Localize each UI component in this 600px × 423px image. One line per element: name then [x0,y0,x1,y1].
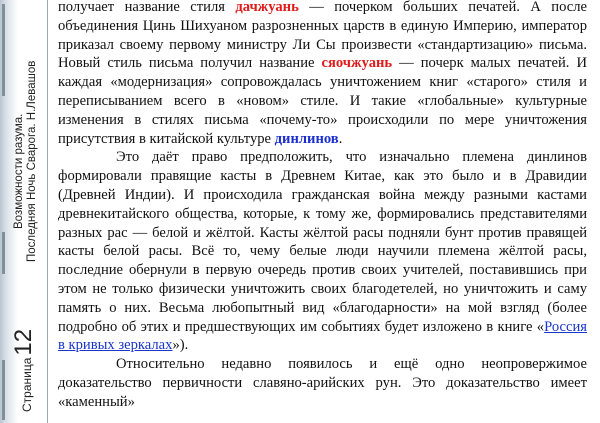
page-number: 12 [10,328,37,356]
paragraph-2 [58,148,587,355]
page-word: Страница [20,357,34,412]
document-body [58,0,587,412]
sidebar-rule-top [2,4,5,96]
page-indicator [10,329,38,412]
text-run: — почерком больших печатей. А после объединения Цинь Шихуаном разрозненных царств в единую Империю, император приказал своему первому министру Ли Сы произвести «стандартизацию» письма. Новый стиль письма получил название [58,0,587,72]
book-link[interactable]: Россия в кривых зеркалах [58,318,587,354]
text-run: . [338,130,343,147]
sidebar-rule-bottom [2,360,5,420]
paragraph-3 [58,355,587,411]
sidebar-rule-middle [2,232,5,274]
text-run: Относительно недавно появилось и ещё одно неопровержимое доказательство первичности славяно-арийских рун. Это доказательство имеет «каменный» [58,356,587,410]
book-title-line2: Последняя Ночь Сварога. Н.Левашов [26,60,38,262]
term-dinglings: динлинов [274,130,339,147]
book-title-line1: Возможности разума. [13,113,25,229]
text-run: »). [172,337,189,354]
page-sidebar [0,0,48,423]
text-run: Это даёт право предположить, что изначально племена динлинов формировали правящие касты в Древнем Китае, как это было и в Дравидии (Древней Индии). И происходила гражданская война между разными кастами древнекитайского общества, которые, к тому же, формировались представителями разных рас — белой и жёлтой. Касты жёлтой расы подняли бунт против правящей касты белой расы. Всё то, чему белые люди научили племена жёлтой расы, последние обернули в первую очередь против своих учителей, поставившись при этом не только физически уничтожить своих благодетелей, но уничтожить и саму память о них. Весьма любопытный вид «благодарности» на мой взгляд (более подробно об этих и предшествующих им событиях будет изложено в книге « [58,149,587,335]
term-xiaozhuan: сяочжуань [321,55,393,72]
paragraph-1 [58,0,587,148]
text-run: получает название стиля [58,0,236,15]
text-run: — почерк малых печатей. И каждая «модернизация» сопровождалась уничтожением книг «старого» стиля и переписыванием всего в «новом» стиле. И такие «глобальные» культурные изменения в стилях письма «почему-то» происходили по мере уничтожения присутствия в китайской культуре [58,55,587,147]
term-dazhuan: дачжуань [235,0,299,15]
